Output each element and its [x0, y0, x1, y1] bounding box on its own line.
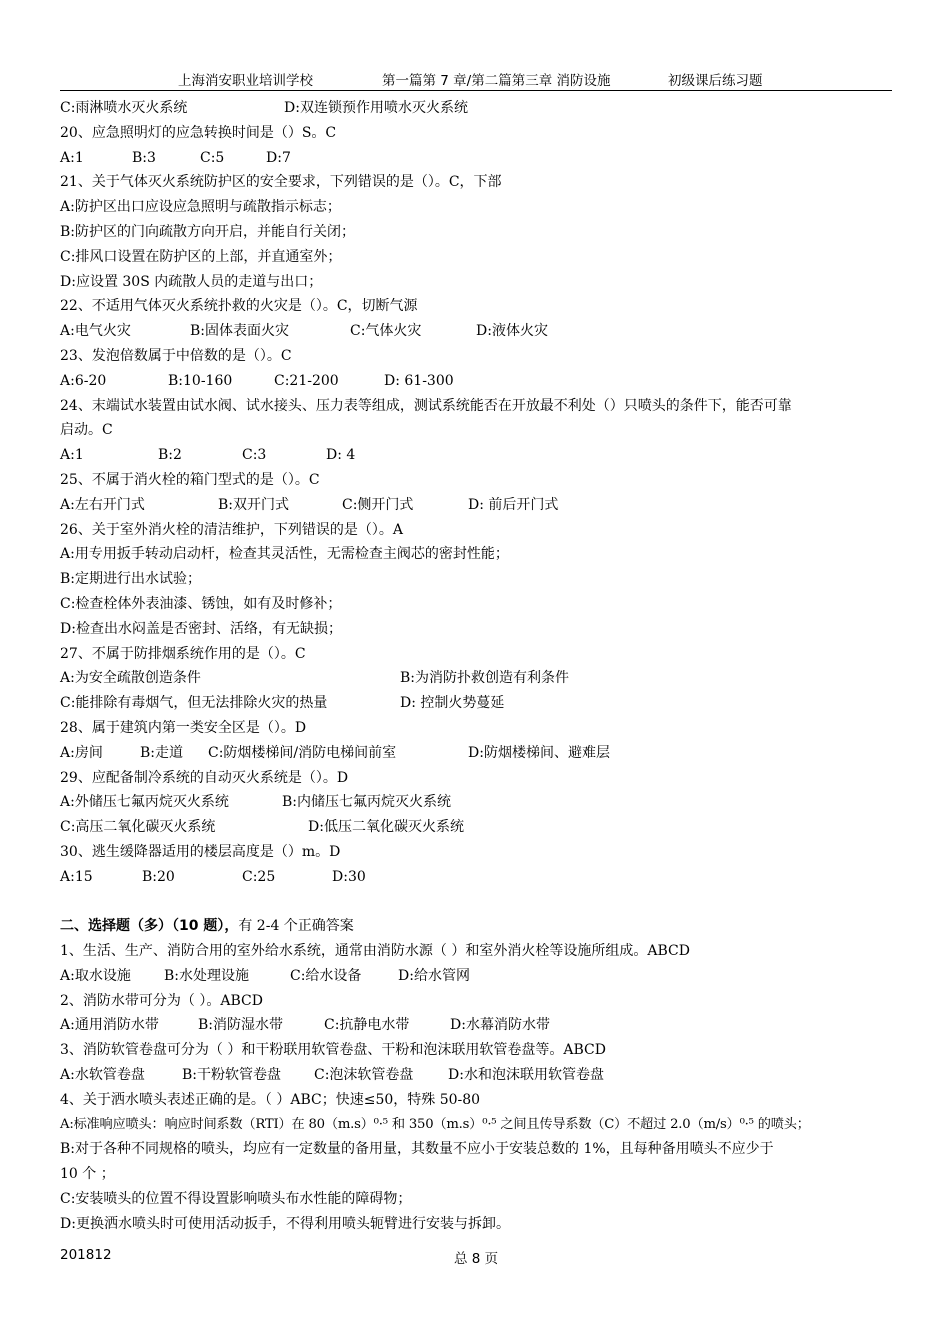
option: A:通用消防水带: [60, 1017, 159, 1034]
option: B:10-160: [168, 372, 233, 389]
option: D:低压二氧化碳灭火系统: [308, 819, 464, 836]
option: A:电气火灾: [60, 323, 131, 340]
question: 30、逃生缓降器适用的楼层高度是（）m。D: [60, 843, 341, 860]
option: A:用专用扳手转动启动杆，检查其灵活性，无需检查主阀芯的密封性能；: [60, 546, 509, 563]
option-row: [60, 865, 900, 890]
footer-date: 201812: [60, 1247, 112, 1263]
option-row: [60, 964, 900, 989]
option-row: [60, 666, 900, 691]
question: 24、末端试水装置由试水阀、试水接头、压力表等组成，测试系统能否在开放最不利处（）只喷头的条件下，能否可靠: [60, 397, 792, 414]
option-row: [60, 815, 900, 840]
option: B:对于各种不同规格的喷头，均应有一定数量的备用量，其数量不应小于安装总数的 1%，且每种备用喷头不应少于: [60, 1141, 774, 1158]
option-row: [60, 1063, 900, 1088]
option: C:高压二氧化碳灭火系统: [60, 819, 216, 836]
question: 4、关于洒水喷头表述正确的是。（ ）ABC；快速≤50，特殊 50-80: [60, 1091, 481, 1108]
spacer: [60, 890, 900, 915]
option: A:左右开门式: [60, 496, 145, 513]
question: 2、消防水带可分为（ ）。ABCD: [60, 992, 263, 1009]
option: D:防烟楼梯间、避难层: [468, 744, 610, 761]
option: B:走道: [140, 744, 184, 761]
option-row: [60, 319, 900, 344]
option: B:2: [158, 447, 182, 464]
option-row: [60, 443, 900, 468]
option: A:外储压七氟丙烷灭火系统: [60, 794, 229, 811]
option: B:水处理设施: [164, 967, 250, 984]
option: C:5: [200, 149, 225, 166]
option: C:排风口设置在防护区的上部，并直通室外；: [60, 248, 342, 265]
question: 20、应急照明灯的应急转换时间是（）S。C: [60, 124, 337, 141]
section-title: 二、选择题（多）（10 题），: [60, 918, 239, 935]
option-row: [60, 96, 900, 121]
option: A:为安全疏散创造条件: [60, 670, 201, 687]
option: A:15: [60, 868, 93, 885]
option: C:防烟楼梯间/消防电梯间前室: [208, 744, 397, 761]
option: A:标准响应喷头：响应时间系数（RTI）在 80（m.s）⁰·⁵ 和 350（m.s）⁰·⁵ 之间且传导系数（C）不超过 2.0（m/s）⁰·⁵ 的喷头；: [60, 1116, 810, 1132]
option: A:水软管卷盘: [60, 1067, 145, 1084]
option: D:检查出水闷盖是否密封、活络，有无缺损；: [60, 620, 342, 637]
option: C:25: [242, 868, 276, 885]
question: 3、消防软管卷盘可分为（ ）和干粉联用软管卷盘、干粉和泡沫联用软管卷盘等。ABCD: [60, 1042, 606, 1059]
option: B:20: [142, 868, 175, 885]
question: 22、不适用气体灭火系统扑救的火灾是（）。C，切断气源: [60, 298, 418, 315]
option-row: [60, 741, 900, 766]
option: A:取水设施: [60, 967, 131, 984]
option: D: 前后开门式: [468, 496, 559, 513]
option: D:水和泡沫联用软管卷盘: [448, 1067, 604, 1084]
question: 23、发泡倍数属于中倍数的是（）。C: [60, 347, 292, 364]
option: B:固体表面火灾: [190, 323, 290, 340]
option: D:应设置 30S 内疏散人员的走道与出口；: [60, 273, 323, 290]
option: A:1: [60, 447, 84, 464]
option-row: [60, 369, 900, 394]
question-continued: 启动。C: [60, 422, 113, 439]
option-row: [60, 691, 900, 716]
option: D:液体火灾: [476, 323, 548, 340]
section-heading: [60, 914, 900, 939]
option: B:定期进行出水试验；: [60, 571, 202, 588]
option: C:安装喷头的位置不得设置影响喷头布水性能的障碍物；: [60, 1191, 412, 1208]
option: A:1: [60, 149, 84, 166]
option-continued: 10 个 ；: [60, 1166, 115, 1183]
option: A:防护区出口应设应急照明与疏散指示标志；: [60, 199, 341, 216]
option: C:侧开门式: [342, 496, 414, 513]
question: 25、不属于消火栓的箱门型式的是（）。C: [60, 471, 320, 488]
option: D: 4: [326, 447, 356, 464]
question: 29、应配备制冷系统的自动灭火系统是（）。D: [60, 769, 349, 786]
option-row: [60, 790, 900, 815]
question: 27、不属于防排烟系统作用的是（）。C: [60, 645, 306, 662]
option: D:双连锁预作用喷水灭火系统: [284, 100, 468, 116]
option: C:抗静电水带: [324, 1017, 410, 1034]
option: B:干粉软管卷盘: [182, 1067, 282, 1084]
option: D: 控制火势蔓延: [400, 695, 505, 712]
option: A:6-20: [60, 372, 107, 389]
option: C:气体火灾: [350, 323, 422, 340]
option: B:防护区的门向疏散方向开启，并能自行关闭；: [60, 223, 356, 240]
option: C:泡沫软管卷盘: [314, 1067, 414, 1084]
option: C:给水设备: [290, 967, 362, 984]
option: D:水幕消防水带: [450, 1017, 550, 1034]
option: A:房间: [60, 744, 103, 761]
footer-page-count: 总 8 页: [454, 1251, 499, 1267]
option-row: [60, 146, 900, 171]
option: D:更换洒水喷头时可使用活动扳手，不得利用喷头轭臂进行安装与拆卸。: [60, 1215, 510, 1232]
option: D:7: [266, 149, 291, 166]
header-level: 初级课后练习题: [668, 73, 763, 89]
page-header: [60, 66, 892, 91]
question: 1、生活、生产、消防合用的室外给水系统，通常由消防水源（ ）和室外消火栓等设施所组成。ABCD: [60, 943, 690, 960]
question: 21、关于气体灭火系统防护区的安全要求，下列错误的是（）。C，下部: [60, 174, 502, 191]
option: C:检查栓体外表油漆、锈蚀，如有及时修补；: [60, 595, 342, 612]
option-row: [60, 1013, 900, 1038]
question: 26、关于室外消火栓的清洁维护，下列错误的是（）。A: [60, 521, 403, 538]
header-chapter: 第一篇第 7 章/第二篇第三章 消防设施: [382, 73, 611, 89]
option: C:雨淋喷水灭火系统: [60, 100, 188, 116]
option-row: [60, 493, 900, 518]
option: B:3: [132, 149, 156, 166]
section-subtitle: 有 2-4 个正确答案: [238, 918, 354, 935]
option: D: 61-300: [384, 372, 454, 389]
option: B:消防湿水带: [198, 1017, 284, 1034]
document-body: [60, 96, 900, 1237]
option: C:3: [242, 447, 267, 464]
question: 28、属于建筑内第一类安全区是（）。D: [60, 719, 307, 736]
option: B:为消防扑救创造有利条件: [400, 670, 570, 687]
option: C:21-200: [274, 372, 339, 389]
option: B:内储压七氟丙烷灭火系统: [282, 794, 452, 811]
option: B:双开门式: [218, 496, 290, 513]
option: D:30: [332, 868, 366, 885]
option: C:能排除有毒烟气，但无法排除火灾的热量: [60, 695, 328, 712]
option: D:给水管网: [398, 967, 470, 984]
header-school: 上海消安职业培训学校: [178, 73, 313, 89]
